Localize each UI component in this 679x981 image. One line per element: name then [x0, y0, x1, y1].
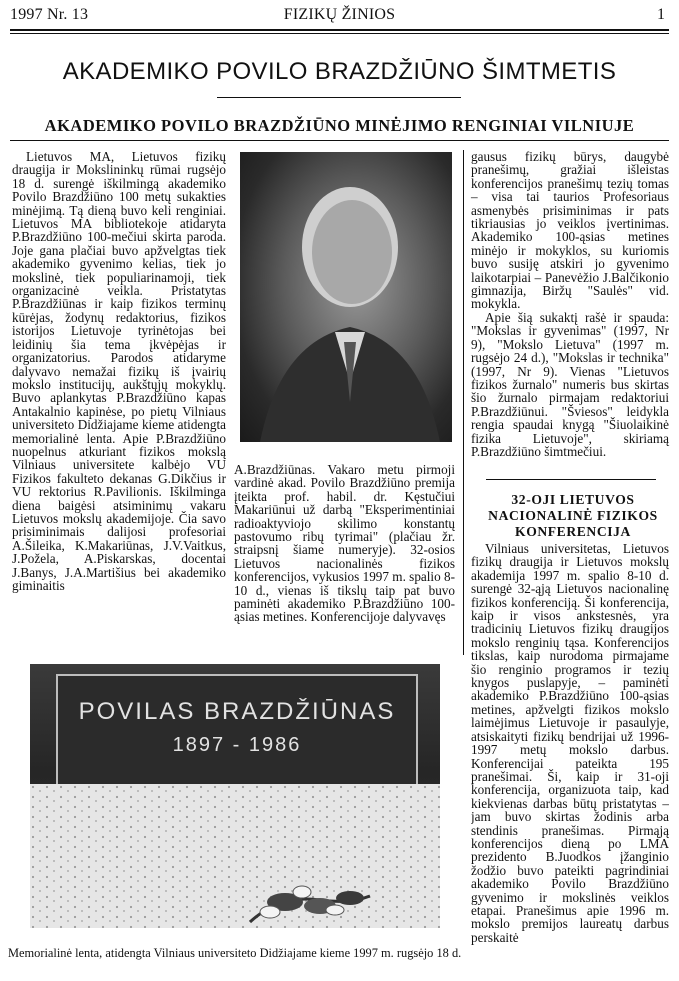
header-rule [10, 29, 669, 31]
plaque-photo [30, 664, 440, 928]
page-number: 1 [657, 6, 666, 23]
plaque-years: 1897 - 1986 [172, 734, 302, 756]
article-column-3b [471, 542, 669, 980]
article-title: AKADEMIKO POVILO BRAZDŽIŪNO MINĖJIMO RENGINIAI VILNIUJE [44, 116, 635, 135]
journal-name: FIZIKŲ ŽINIOS [283, 6, 396, 23]
page-title: AKADEMIKO POVILO BRAZDŽIŪNO ŠIMTMETIS [62, 58, 617, 85]
memorial-plaque [56, 674, 418, 788]
portrait-silhouette [240, 152, 452, 442]
photo-caption: Memorialinė lenta, atidengta Vilniaus universiteto Didžiajame kieme 1997 m. rugsėjo 18 d. [8, 946, 462, 960]
article-paragraph-2: A.Brazdžiūnas. Vakaro metu pirmoji vardinė akad. Povilo Brazdžiūno premija įteikta prof. habil. dr. Kęstučiui Makariūnui už darbą "Eksperimentiniai radioaktyviojo skilimo konstantų pastovumo ribų tyrimai" (plačiau žr. straipsnį šiame numeryje). 32-osios Lietuvos nacionalinės fizikos konferencijos, vykusios 1997 m. spalio 8-10 d., vienas iš tikslų taip pat buvo paminėti akademiko P.Brazdžiūno 100-ąsias metines. Konferencijoje dalyvavęs [234, 463, 455, 625]
column-rule [463, 150, 464, 655]
issue-number: 1997 Nr. 13 [10, 6, 89, 23]
title-underline [217, 97, 461, 98]
wall-and-flowers [30, 784, 440, 928]
article-paragraph-1: Lietuvos MA, Lietuvos fizikų draugija ir Mokslininkų rūmai rugsėjo 18 d. surengė iškilmingą akademiko Povilo Brazdžiūno 100 metų sukakties minėjimą. Tą dieną buvo keli renginiai. Lietuvos MA bibliotekoje atidaryta P.Brazdžiūno 100-mečiui skirta paroda. Joje gana plačiai buvo apžvelgtas tiek akademiko gyvenimo kelias, tiek jo mokslinė, tiek populiarinamoji, tiek organizacinė veikla. Pristatytas P.Brazdžiūnas ir kaip fizikos terminų kūrėjas, žodynų redaktorius, fizikos istorijos Lietuvoje tyrinėtojas bei leidinių šia tema įkvėpėjas ir organizatorius. Parodos atidaryme dalyvavo nemažai fizikų iš įvairių mokslo institucijų, aukštųjų mokyklų. Buvo aplankytas P.Brazdžiūno kapas Antakalnio kapinėse, po pietų Vilniaus universiteto Didžiajame kieme atidengta memorialinė lenta. Apie P.Brazdžiūno nuopelnus atkuriant fizikos mokslą Vilniaus universitete kalbėjo VU Fizikos fakulteto dekanas G.Dikčius ir VU rektorius R.Pavilionis. Iškilminga diena baigėsi atsiminimų vakaru Lietuvos mokslų akademijoje. Čia savo prisiminimais dalijosi profesoriai A.Šileika, K.Makariūnas, J.V.Vaitkus, J.Požela, A.Piskarskas, docentai J.Banys, J.A.Martišius bei akademiko giminaitis [12, 150, 226, 593]
plaque-name: POVILAS BRAZDŽIŪNAS [78, 698, 396, 725]
title-rule [10, 140, 669, 141]
header-rule-thin [10, 33, 669, 34]
article-paragraph-5: Vilniaus universitetas, Lietuvos fizikų draugija ir Lietuvos mokslų akademija 1997 m. spalio 8-10 d. surengė 32-ąją Lietuvos nacionalinę fizikos konferenciją. Ši konferencija, kaip ir visos ankstesnės, yra tradicinių Lietuvos fizikų draugijos mokslo renginių tąsa. Konferencijos tikslas, kaip nurodoma pirmajame šio renginio programos ir tezių knygos puslapyje, – paminėti akademiko P.Brazdžiūno 100-ąsias metines, apžvelgti fizikos mokslo laimėjimus Lietuvoje ir pasaulyje, atsiskaityti fizikų bendrijai už 1996-1997 metų mokslo darbus. Konferencijai pateikta 195 pranešimai. Ši, kaip ir 31-oji konferencija, organizuota taip, kad kiekvienas darbas būtų pristatytas – jam buvo skirtas žodinis arba stendinis pranešimas. Pirmąją konferencijos dieną po LMA prezidento B.Juodkos įžanginio žodžio buvo pateikti pagrindiniai akademiko Povilo Brazdžiūno gyvenimo ir mokslinės veiklos etapai. Pranešimus apie 1996 m. mokslo premijos laureatų darbus perskaitė [471, 542, 669, 945]
section-rule [486, 479, 656, 480]
article-column-3 [471, 150, 669, 458]
article-paragraph-3: gausus fizikų būrys, daugybė pranešimų, gražiai išleistas konferencijos pranešimų tezių tomas – visa tai taurios Profesoriaus asmenybės prisiminimas ir pats tikriausias jo veiklos įvertinimas. Akademiko 100-ąsias metines minėjo ir mokyklos, su kuriomis buvo susiję atskiri jo gyvenimo laikotarpiai – Panevėžio J.Balčikonio gimnazija, Biržų "Saulės" vid. mokykla. [471, 149, 669, 312]
article-column-1 [12, 150, 226, 652]
article-column-2 [234, 463, 455, 653]
article-paragraph-4: Apie šią sukaktį rašė ir spauda: "Mokslas ir gyvenimas" (1997, Nr 9), "Mokslo Lietuva" (1997 m. rugsėjo 24 d.), "Mokslas ir technika" (1997, Nr 9). Vienas "Lietuvos fizikos žurnalo" numeris bus skirtas šio žurnalo pirmajam redaktoriui P.Brazdžiūnui. "Šviesos" leidykla rengia spaudai knygą "Šiuolaikinė fizika Lietuvoje", skiriamą P.Brazdžiūno šimtmečiui. [471, 309, 669, 459]
section-title: 32-OJI LIETUVOS NACIONALINĖ FIZIKOS KONFERENCIJA [488, 492, 658, 539]
portrait-photo [240, 152, 452, 442]
